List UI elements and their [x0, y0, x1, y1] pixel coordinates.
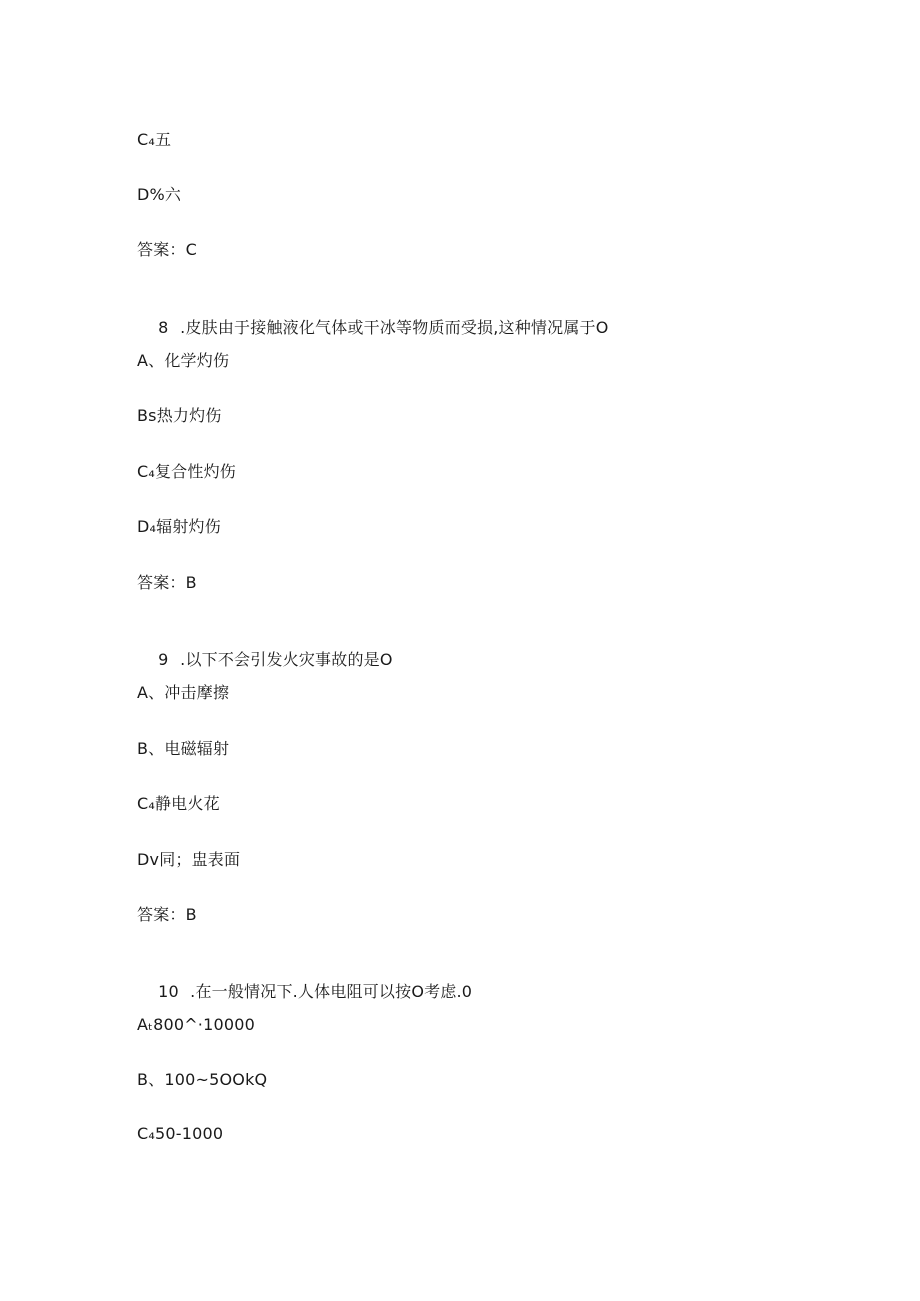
q8-option-d: D₄辐射灼伤	[137, 517, 221, 536]
q8-option-b: Bs热力灼伤	[137, 406, 222, 425]
q9-option-b: B、电磁辐射	[137, 739, 230, 758]
q9-number: 9	[158, 650, 169, 669]
q10-option-c: C₄50-1000	[137, 1124, 224, 1143]
q10-number: 10	[158, 982, 179, 1001]
q10-stem: .在一般情况下.人体电阻可以按O考虑.0	[190, 982, 473, 1001]
q9-option-a: A、冲击摩擦	[137, 683, 230, 702]
q8-stem: .皮肤由于接触液化气体或干冰等物质而受损,这种情况属于O	[180, 318, 609, 337]
q10-option-b: B、100~5OOkQ	[137, 1070, 268, 1089]
q10-option-a: Aₜ800^·10000	[137, 1015, 255, 1034]
q9-option-c: C₄静电火花	[137, 794, 220, 813]
q9-option-d: Dv同；盅表面	[137, 850, 241, 869]
q9-answer: 答案：B	[137, 905, 197, 924]
q8-answer: 答案：B	[137, 573, 197, 592]
q7-option-c: C₄五	[137, 130, 172, 149]
q8-number: 8	[158, 318, 169, 337]
q9-stem: .以下不会引发火灾事故的是O	[180, 650, 393, 669]
q7-answer: 答案：C	[137, 240, 197, 259]
q8-option-c: C₄复合性灼伤	[137, 462, 236, 481]
q8-option-a: A、化学灼伤	[137, 351, 230, 370]
q7-option-d: D%六	[137, 185, 182, 204]
